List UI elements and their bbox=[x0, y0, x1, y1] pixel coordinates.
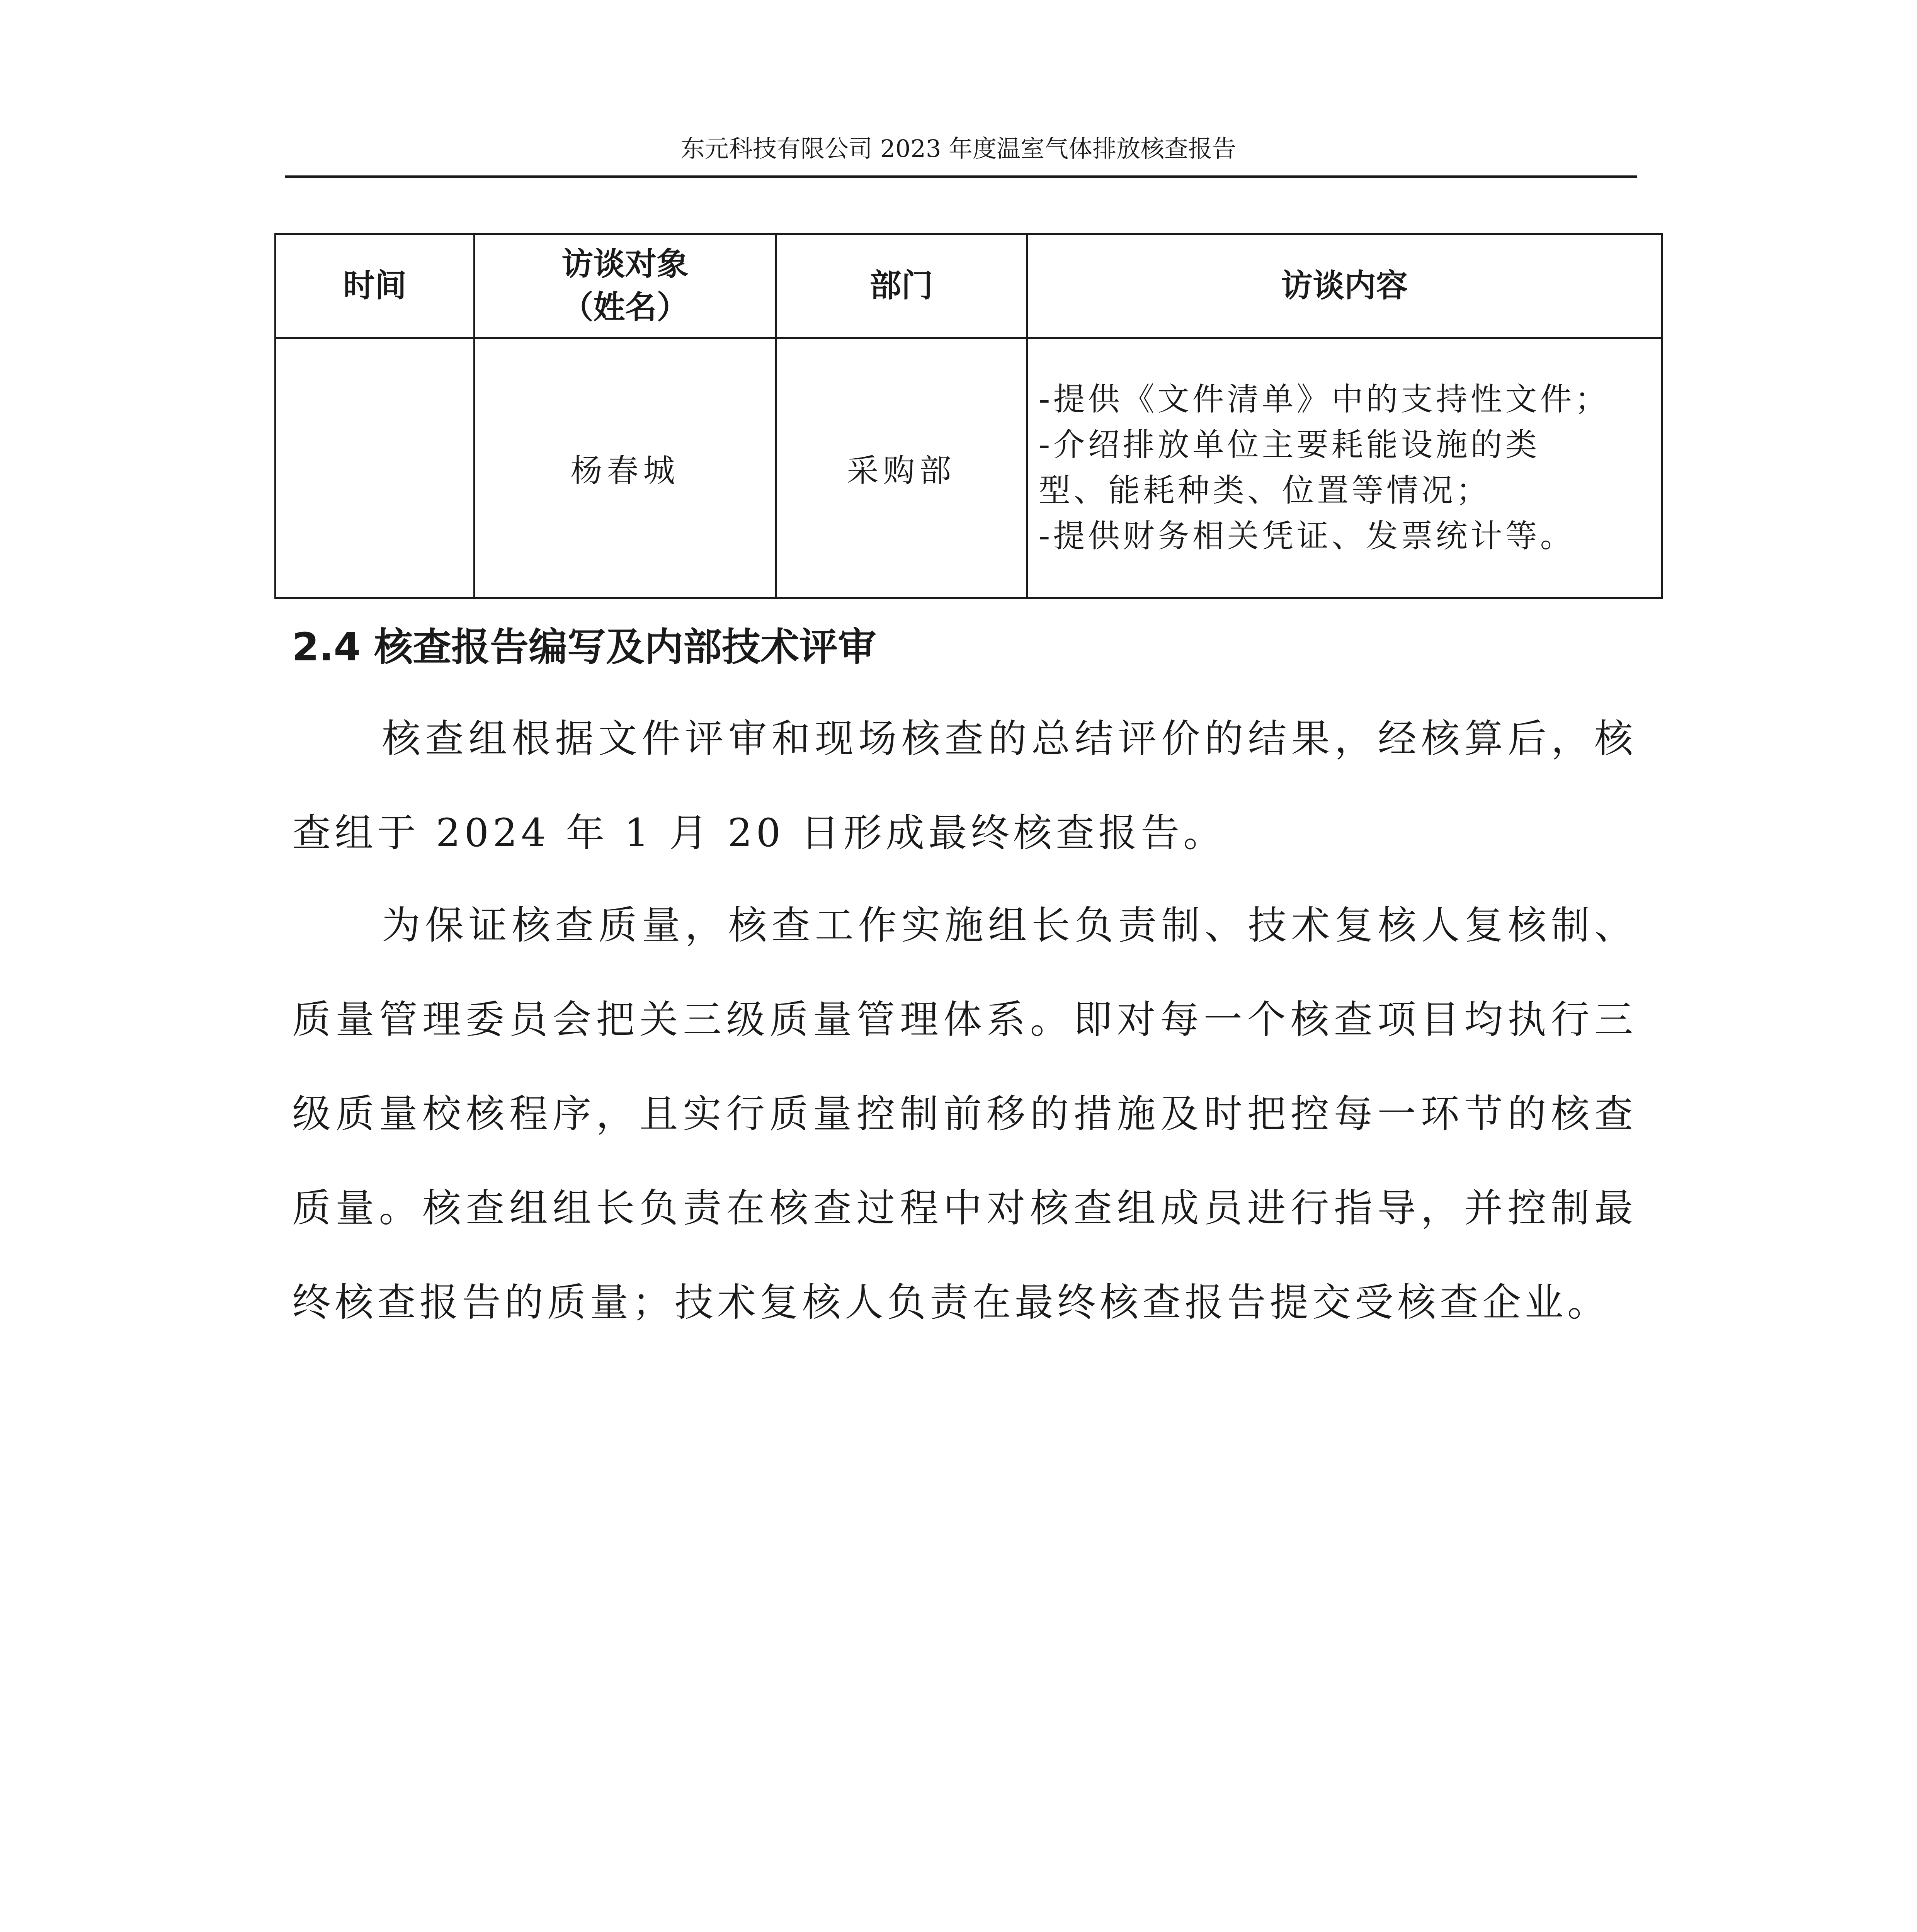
cell-content bbox=[1027, 338, 1662, 598]
content-line: -提供《文件清单》中的支持性文件； bbox=[1039, 381, 1610, 418]
body-paragraph: 核查组根据文件评审和现场核查的总结评价的结果，经核算后，核查组于 2024 年 1 月 20 日形成最终核查报告。 bbox=[292, 716, 1637, 855]
header-interviewee bbox=[475, 234, 776, 338]
cell-name-text: 杨春城 bbox=[570, 452, 680, 489]
header-interviewee-line1: 访谈对象 bbox=[561, 246, 689, 282]
cell-department-text: 采购部 bbox=[847, 452, 956, 489]
cell-name bbox=[475, 338, 776, 598]
table-header-row bbox=[276, 234, 1662, 338]
cell-department bbox=[776, 338, 1027, 598]
content-line: -提供财务相关凭证、发票统计等。 bbox=[1039, 518, 1575, 554]
header-content: 访谈内容 bbox=[1027, 234, 1662, 338]
header-interviewee-line2: （姓名） bbox=[561, 289, 689, 326]
interview-table bbox=[274, 233, 1663, 599]
header-time: 时间 bbox=[276, 234, 475, 338]
table-row bbox=[276, 338, 1662, 598]
section-heading: 2.4 核查报告编写及内部技术评审 bbox=[292, 624, 876, 670]
cell-time bbox=[276, 338, 475, 598]
header-divider bbox=[285, 175, 1637, 178]
body-paragraph: 为保证核查质量，核查工作实施组长负责制、技术复核人复核制、质量管理委员会把关三级质量管理体系。即对每一个核查项目均执行三级质量校核程序，且实行质量控制前移的措施及时把控每一环节的核查质量。核查组组长负责在核查过程中对核查组成员进行指导，并控制最终核查报告的质量；技术复核人负责在最终核查报告提交受核查企业。 bbox=[292, 903, 1637, 1325]
header-department: 部门 bbox=[776, 234, 1027, 338]
content-line: -介绍排放单位主要耗能设施的类 bbox=[1039, 427, 1540, 463]
page-header-title: 东元科技有限公司 2023 年度温室气体排放核查报告 bbox=[680, 134, 1237, 163]
content-line: 型、能耗种类、位置等情况； bbox=[1039, 472, 1491, 509]
